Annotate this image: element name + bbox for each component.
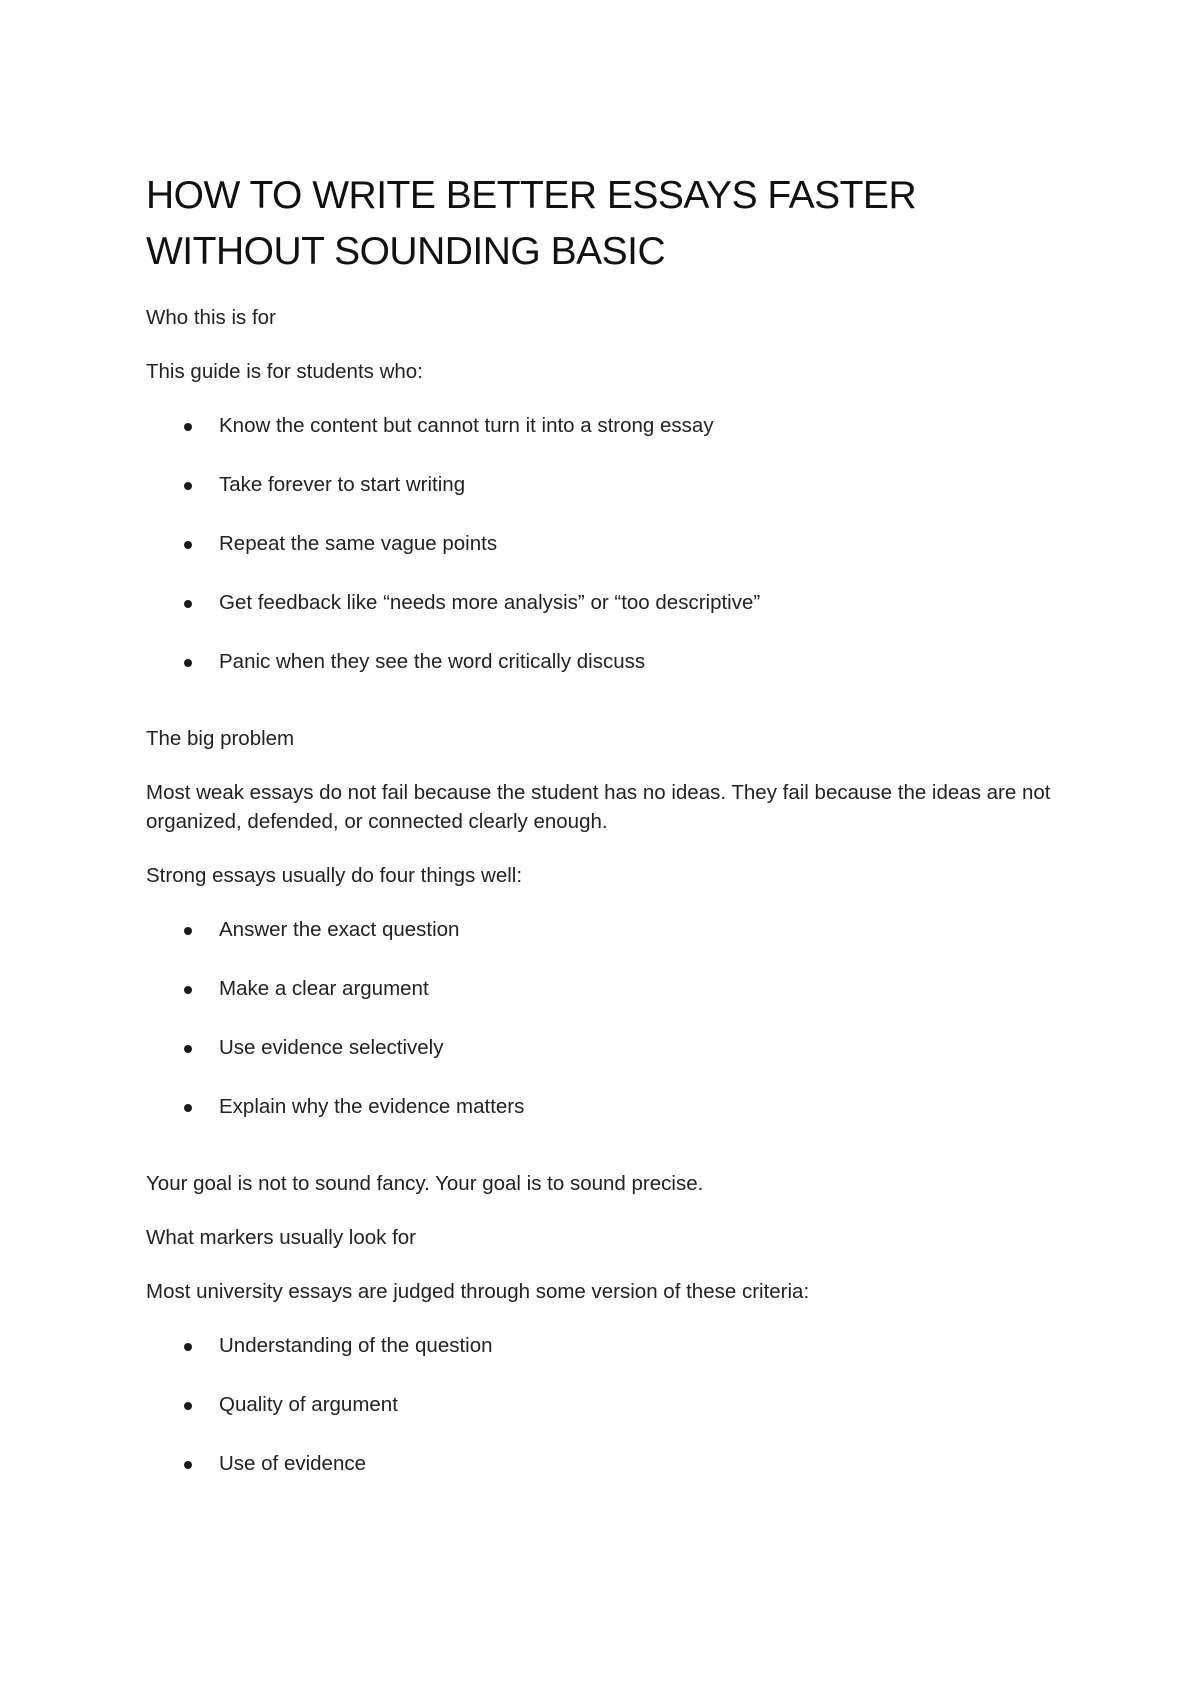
list-item <box>146 1449 1066 1478</box>
who-intro: This guide is for students who: <box>146 360 423 383</box>
bullet-icon <box>184 482 192 490</box>
list-item <box>146 1033 1066 1062</box>
list-item-text: Get feedback like “needs more analysis” or “too descriptive” <box>219 591 761 614</box>
list-item-text: Repeat the same vague points <box>219 532 498 555</box>
list-item-text: Quality of argument <box>219 1393 398 1416</box>
who-heading: Who this is for <box>146 306 276 329</box>
list-item <box>146 1331 1066 1360</box>
list-item-text: Use of evidence <box>219 1452 367 1475</box>
list-item <box>146 588 1066 617</box>
bullet-icon <box>184 659 192 667</box>
list-item-text: Explain why the evidence matters <box>219 1095 525 1118</box>
list-item-text: Understanding of the question <box>219 1334 493 1357</box>
list-item <box>146 647 1066 676</box>
list-item <box>146 1390 1066 1419</box>
goal-text: Your goal is not to sound fancy. Your goal is to sound precise. <box>146 1172 704 1195</box>
document-body <box>146 168 1066 1508</box>
problem-text: Most weak essays do not fail because the student has no ideas. They fail because the ideas are not organized, defended, or connected clearly enough. <box>146 781 1051 833</box>
list-item <box>146 411 1066 440</box>
list-item <box>146 915 1066 944</box>
list-item-text: Use evidence selectively <box>219 1036 444 1059</box>
list-item-text: Take forever to start writing <box>219 473 466 496</box>
list-item <box>146 470 1066 499</box>
bullet-icon <box>184 927 192 935</box>
bullet-icon <box>184 423 192 431</box>
list-item-text: Answer the exact question <box>219 918 460 941</box>
markers-intro: Most university essays are judged through some version of these criteria: <box>146 1280 810 1303</box>
bullet-icon <box>184 1343 192 1351</box>
list-item-text: Make a clear argument <box>219 977 429 1000</box>
list-item <box>146 974 1066 1003</box>
list-item <box>146 1092 1066 1121</box>
markers-heading: What markers usually look for <box>146 1226 417 1249</box>
bullet-icon <box>184 1402 192 1410</box>
strong-list <box>146 915 1066 1121</box>
problem-heading: The big problem <box>146 727 295 750</box>
bullet-icon <box>184 1461 192 1469</box>
list-item-text: Know the content but cannot turn it into a strong essay <box>219 414 714 437</box>
bullet-icon <box>184 1045 192 1053</box>
document-title: HOW TO WRITE BETTER ESSAYS FASTER WITHOUT SOUNDING BASIC <box>146 174 917 273</box>
bullet-icon <box>184 541 192 549</box>
who-list <box>146 411 1066 676</box>
markers-list <box>146 1331 1066 1478</box>
bullet-icon <box>184 986 192 994</box>
strong-intro: Strong essays usually do four things well: <box>146 864 523 887</box>
list-item-text: Panic when they see the word critically discuss <box>219 650 646 673</box>
bullet-icon <box>184 600 192 608</box>
bullet-icon <box>184 1104 192 1112</box>
list-item <box>146 529 1066 558</box>
